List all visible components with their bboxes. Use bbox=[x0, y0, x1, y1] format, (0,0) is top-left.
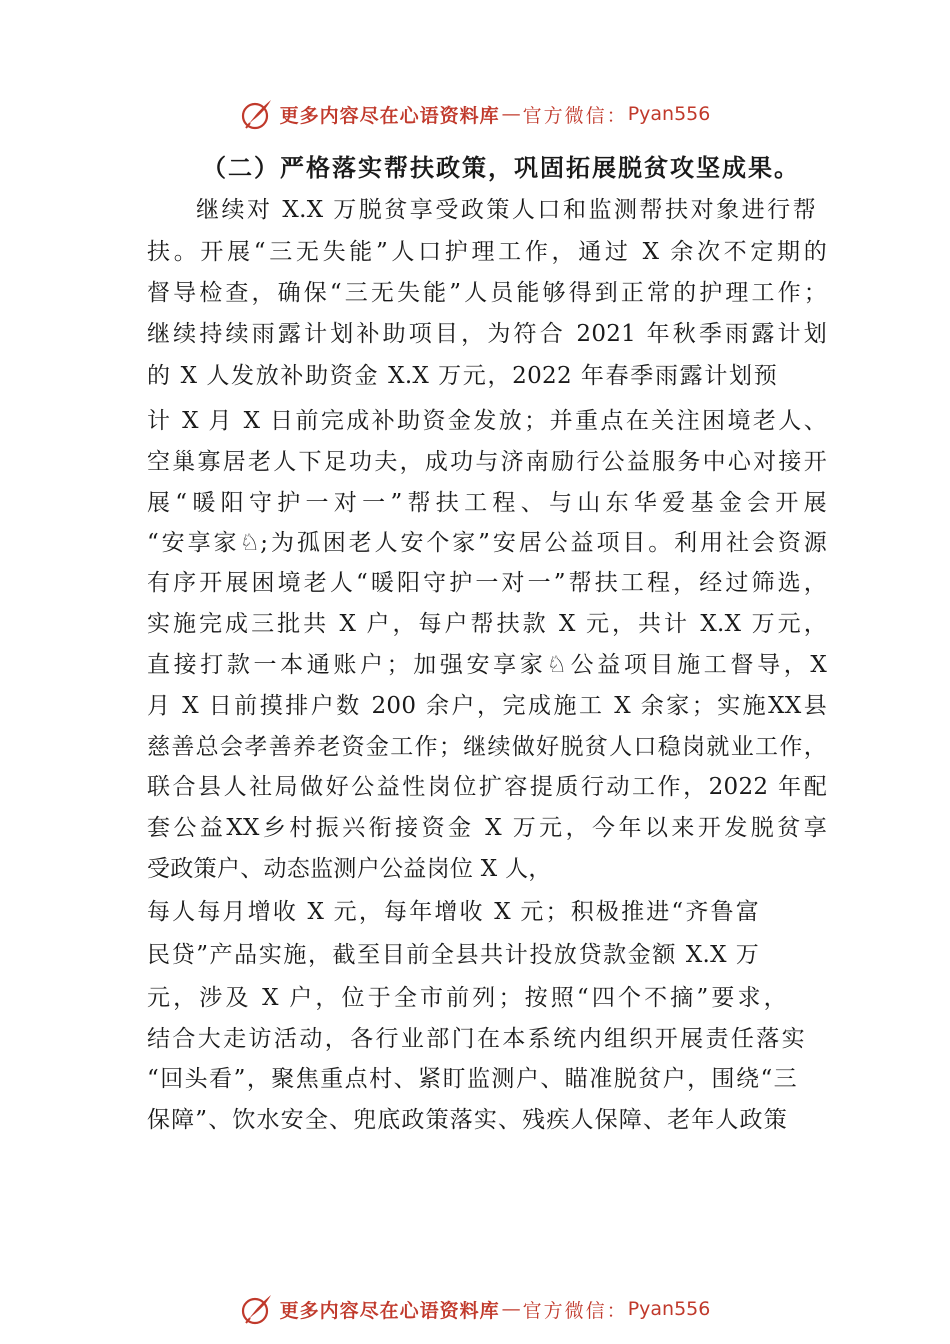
footer-watermark bbox=[0, 1289, 950, 1329]
section-heading: （二）严格落实帮扶政策，巩固拓展脱贫攻坚成果。 bbox=[202, 153, 800, 182]
paragraph-line: 展“暖阳守护一对一”帮扶工程、与山东华爱基金会开展 bbox=[147, 490, 827, 516]
watermark-wechat-id: Pyan556 bbox=[627, 103, 711, 125]
paragraph-line: 月 X 日前摸排户数 200 余户，完成施工 X 余家；实施XX县 bbox=[147, 693, 827, 719]
paragraph-line: 继续对 X.X 万脱贫享受政策人口和监测帮扶对象进行帮 bbox=[196, 197, 816, 223]
paragraph-line: 空巢寡居老人下足功夫，成功与济南励行公益服务中心对接开 bbox=[147, 449, 827, 475]
paragraph-line: 有序开展困境老人“暖阳守护一对一”帮扶工程，经过筛选， bbox=[147, 570, 827, 596]
paragraph-line: 每人每月增收 X 元，每年增收 X 元；积极推进“齐鲁富 bbox=[147, 899, 759, 925]
watermark-wechat-id: Pyan556 bbox=[627, 1298, 711, 1320]
quill-logo-icon bbox=[240, 1292, 274, 1326]
paragraph-line: 的 X 人发放补助资金 X.X 万元，2022 年春季雨露计划预 bbox=[147, 363, 777, 389]
watermark-wechat-label: 官方微信： bbox=[522, 1299, 628, 1322]
paragraph-line: 元，涉及 X 户，位于全市前列；按照“四个不摘”要求， bbox=[147, 985, 787, 1011]
watermark-library-text: 更多内容尽在心语资料库 bbox=[279, 1299, 500, 1322]
paragraph-line: 受政策户、动态监测户公益岗位 X 人， bbox=[147, 856, 552, 882]
paragraph-line: “安享家♘;为孤困老人安个家”安居公益项目。利用社会资源 bbox=[147, 530, 827, 556]
paragraph-line: 民贷”产品实施，截至目前全县共计投放贷款金额 X.X 万 bbox=[147, 942, 759, 968]
watermark-library-text: 更多内容尽在心语资料库 bbox=[279, 104, 500, 127]
paragraph-line: 计 X 月 X 日前完成补助资金发放；并重点在关注困境老人、 bbox=[147, 408, 827, 434]
paragraph-line: 扶。开展“三无失能”人口护理工作，通过 X 余次不定期的 bbox=[147, 239, 827, 265]
paragraph-line: 督导检查，确保“三无失能”人员能够得到正常的护理工作； bbox=[147, 280, 827, 306]
quill-logo-icon bbox=[240, 97, 274, 131]
paragraph-line: 保障”、饮水安全、兜底政策落实、残疾人保障、老年人政策 bbox=[147, 1107, 787, 1133]
paragraph-line: 直接打款一本通账户；加强安享家♘公益项目施工督导，X bbox=[147, 652, 827, 678]
header-watermark bbox=[0, 94, 950, 134]
watermark-separator: — bbox=[501, 103, 521, 125]
paragraph-line: 实施完成三批共 X 户，每户帮扶款 X 元，共计 X.X 万元， bbox=[147, 611, 827, 637]
watermark-separator: — bbox=[501, 1298, 521, 1320]
paragraph-line: 慈善总会孝善养老资金工作；继续做好脱贫人口稳岗就业工作， bbox=[147, 734, 827, 760]
paragraph-line: 继续持续雨露计划补助项目，为符合 2021 年秋季雨露计划 bbox=[147, 321, 827, 347]
paragraph-line: 套公益XX乡村振兴衔接资金 X 万元，今年以来开发脱贫享 bbox=[147, 815, 827, 841]
paragraph-line: 联合县人社局做好公益性岗位扩容提质行动工作，2022 年配 bbox=[147, 774, 827, 800]
paragraph-line: 结合大走访活动，各行业部门在本系统内组织开展责任落实 bbox=[147, 1026, 805, 1052]
paragraph-line: “回头看”，聚焦重点村、紧盯监测户、瞄准脱贫户，围绕“三 bbox=[147, 1066, 797, 1092]
watermark-wechat-label: 官方微信： bbox=[522, 104, 628, 127]
